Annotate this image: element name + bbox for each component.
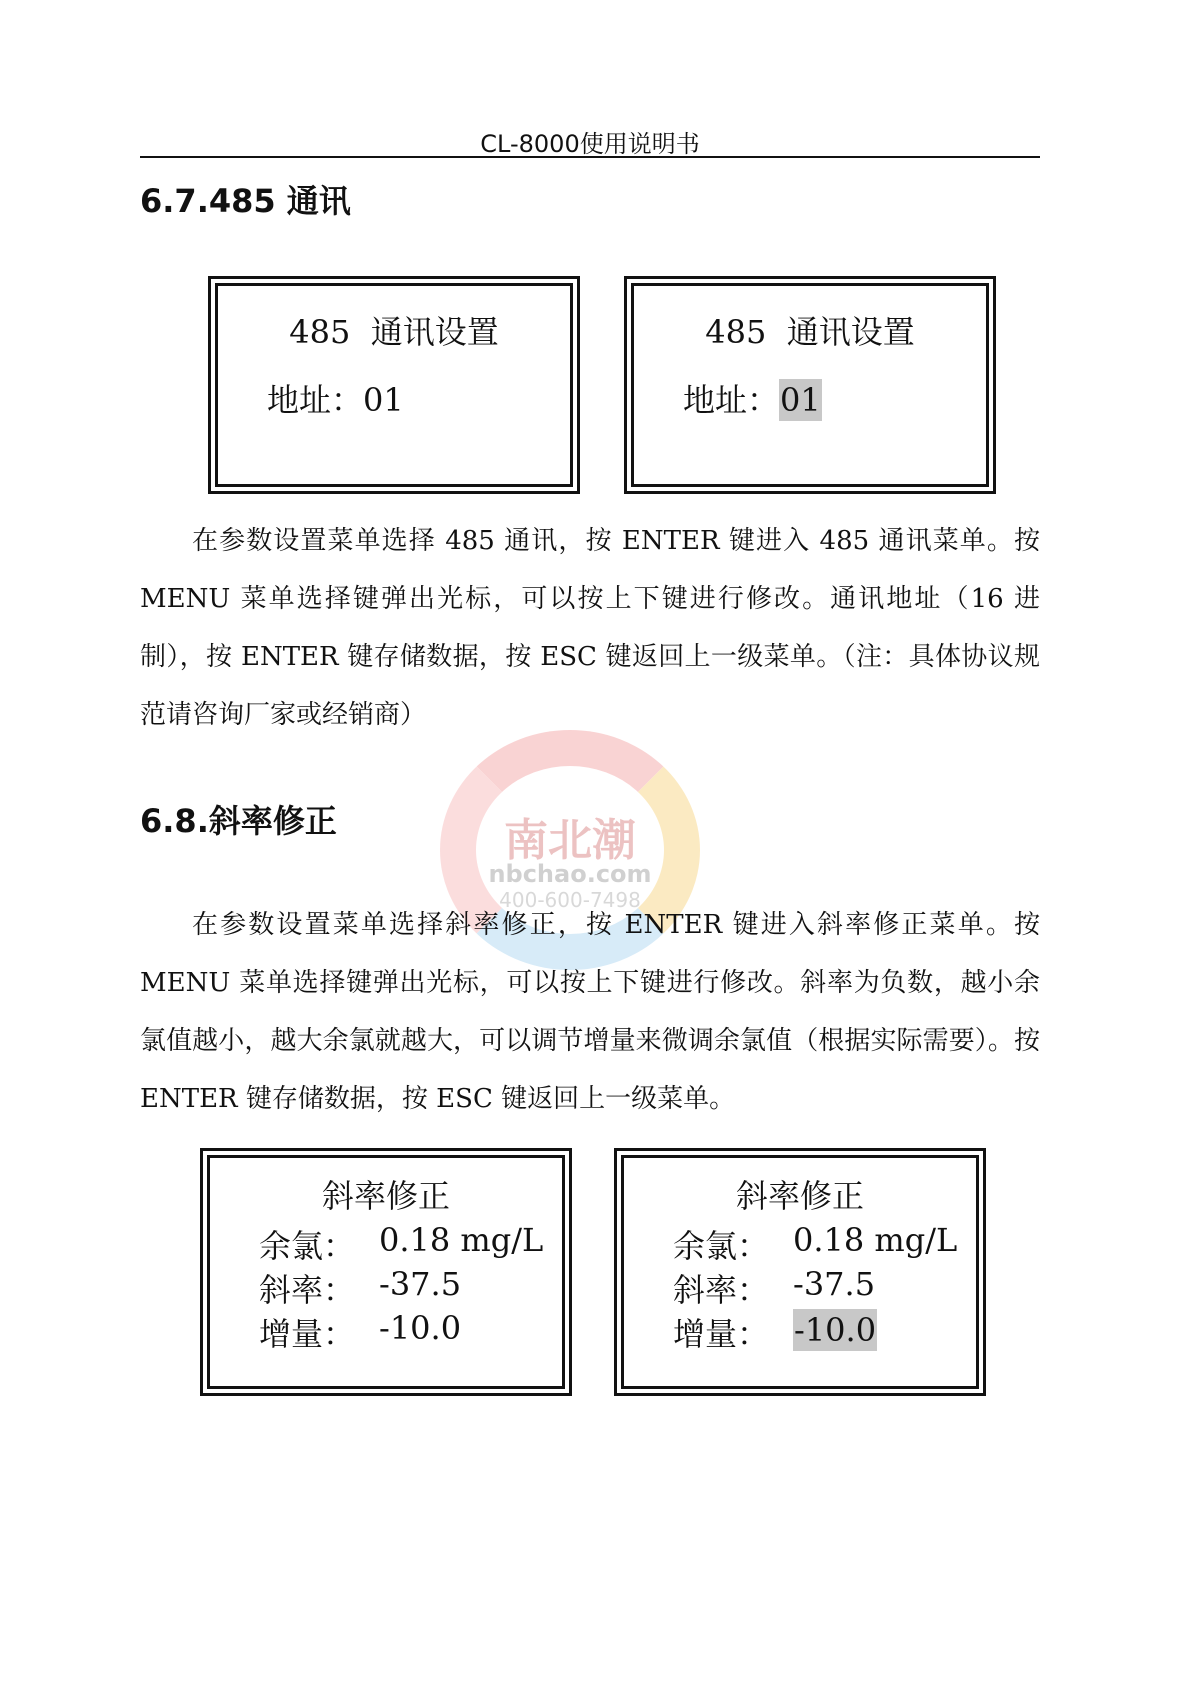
- lcd-485-screen-edit: [624, 276, 996, 494]
- increment-label: 增量：: [259, 1315, 356, 1353]
- chlorine-value: 0.18 mg/L: [793, 1221, 958, 1259]
- increment-value: -10.0: [379, 1309, 462, 1347]
- slope-row: [673, 1265, 876, 1311]
- header-rule: [140, 156, 1040, 158]
- watermark-site: nbchao.com: [488, 860, 652, 888]
- chlorine-value: 0.18 mg/L: [379, 1221, 544, 1259]
- chlorine-label: 余氯：: [673, 1227, 770, 1265]
- lcd-title: 斜率修正: [321, 1177, 450, 1215]
- slope-label: 斜率：: [673, 1271, 770, 1309]
- lcd-title: 485 通讯设置: [289, 313, 499, 351]
- watermark-phone: 400-600-7498: [499, 888, 641, 912]
- lcd-485-screen-normal: [208, 276, 580, 494]
- paragraph-slope: 在参数设置菜单选择斜率修正，按 ENTER 键进入斜率修正菜单。按 MENU 菜单选择键弹出光标，可以按上下键进行修改。斜率为负数，越小余氯值越小，越大余氯就越大，可以调节增量来微调余氯值（根据实际需要）。按 ENTER 键存储数据，按 ESC 键返回上一级菜单。: [140, 910, 1040, 1114]
- page-header-title: CL-8000使用说明书: [480, 130, 700, 158]
- slope-value: -37.5: [379, 1265, 462, 1303]
- chlorine-label: 余氯：: [259, 1227, 356, 1265]
- increment-value-selected: -10.0: [794, 1311, 877, 1349]
- address-value: 01: [363, 381, 404, 419]
- lcd-title: 485 通讯设置: [705, 313, 915, 351]
- slope-value: -37.5: [793, 1265, 876, 1303]
- section-heading-485: 6.7.485 通讯: [140, 182, 351, 220]
- lcd-address-row: [683, 375, 822, 421]
- lcd-slope-screen-normal: [200, 1148, 572, 1396]
- chlorine-row: [259, 1221, 544, 1267]
- address-value-selected: 01: [780, 381, 821, 419]
- increment-row: [259, 1309, 462, 1355]
- address-label: 地址：: [683, 381, 780, 419]
- lcd-address-row: [267, 375, 404, 421]
- address-label: 地址：: [267, 381, 364, 419]
- section-heading-slope: 6.8.斜率修正: [140, 802, 337, 840]
- slope-label: 斜率：: [259, 1271, 356, 1309]
- paragraph-485: 在参数设置菜单选择 485 通讯，按 ENTER 键进入 485 通讯菜单。按 MENU 菜单选择键弹出光标，可以按上下键进行修改。通讯地址（16 进制），按 ENTER 键存储数据，按 ESC 键返回上一级菜单。（注：具体协议规范请咨询厂家或经销商）: [140, 526, 1040, 730]
- slope-row: [259, 1265, 462, 1311]
- lcd-slope-screen-edit: [614, 1148, 986, 1396]
- increment-label: 增量：: [673, 1315, 770, 1353]
- watermark-logo: 南北潮: [504, 815, 636, 866]
- chlorine-row: [673, 1221, 958, 1267]
- lcd-title: 斜率修正: [735, 1177, 864, 1215]
- increment-row: [673, 1309, 877, 1355]
